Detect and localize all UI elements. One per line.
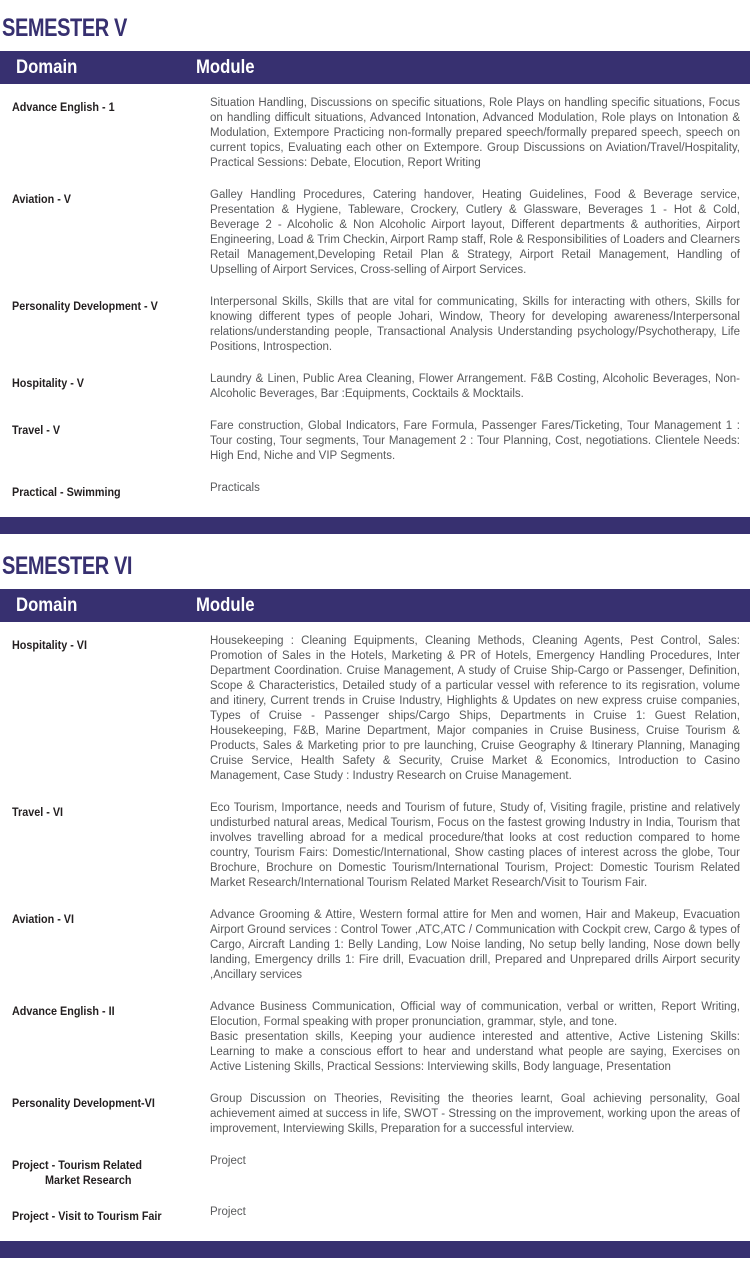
module-text-para1: Advance Business Communication, Official way of communication, verbal or written, Report Writing, Elocution, Formal speaking with proper pronunciation, grammar, style, and tone. — [210, 1001, 740, 1028]
table-row — [0, 634, 750, 784]
semester-vi-title: SEMESTER VI — [2, 552, 133, 580]
semester-v-section — [0, 14, 750, 534]
table-row — [0, 1000, 750, 1075]
table-row — [0, 1154, 750, 1188]
domain-column-header: Domain — [16, 56, 78, 78]
domain-label: Practical - Swimming — [12, 485, 121, 499]
module-text — [210, 1000, 750, 1075]
domain-label: Hospitality - VI — [12, 638, 88, 652]
bottom-bar — [0, 1241, 750, 1258]
table-row — [0, 419, 750, 464]
table-row — [0, 801, 750, 891]
module-text: Advance Grooming & Attire, Western formal attire for Men and women, Hair and Makeup, Evacuation Airport Ground services : Control Tower ,ATC,ATC / Communication with Cockpit crew, Cargo & types of Cargo, Aircraft Landing 1: Belly Landing, Low Noise landing, No setup belly landing, Nose down belly landing, Emergency drills 1: Fire drill, Evacuation drill, Prepared and Unprepared drills Airport security ,Ancillary services — [210, 909, 740, 981]
table-row — [0, 908, 750, 983]
domain-label: Personality Development-VI — [12, 1096, 155, 1110]
module-text: Housekeeping : Cleaning Equipments, Cleaning Methods, Cleaning Agents, Pest Control, Sales: Promotion of Sales in the Hotels, Marketing & PR of Hotels, Emergency Handling Procedures, Inter Department Coordination. Cruise Management, A study of Cruise Ship-Cargo or Passenger, Definition, Scope & Characteristics, Detailed study of a particular vessel with reference to its regisration, volume and itinery, Current trends in Cruise Industry, Highlights & Updates on new express cruise companies, Types of Cruise - Passenger ships/Cargo Ships, Departments in Cruise 1: Guest Relation, Housekeeping, F&B, Marine Department, Major companies in Cruise Business, Cruise Tourism & Products, Sales & Marketing prior to pre launching, Cruise Geography & Itinerary Planning, Managing Cruise Service, Health Safety & Security, Cruise Market & Economics, Introduction to Casino Management, Case Study : Industry Research on Cruise Management. — [210, 635, 740, 782]
table-row — [0, 372, 750, 402]
semester-v-title: SEMESTER V — [2, 14, 127, 42]
domain-label-line2: Market Research — [45, 1173, 132, 1187]
module-text-para2: Basic presentation skills, Keeping your audience interested and attentive, Active Listening Skills: Learning to make a conscious effort to hear and understand what people are saying, Exercises on Active Listening Skills, Practical Sessions: Interviewing skills, Body language, Presentation — [210, 1031, 740, 1073]
semester-vi-section — [0, 552, 750, 1258]
domain-label — [0, 1154, 210, 1188]
domain-label: Hospitality - V — [12, 376, 85, 390]
semester-v-table-header — [0, 51, 750, 84]
module-text: Project — [210, 1155, 246, 1167]
module-text: Fare construction, Global Indicators, Fare Formula, Passenger Fares/Ticketing, Tour Management 1 : Tour costing, Tour segments, Tour Management 2 : Tour Planning, Cost, negotiations. Clientele Needs: High End, Niche and VIP Segments. — [210, 420, 740, 462]
domain-label: Travel - V — [12, 423, 61, 437]
domain-label: Personality Development - V — [12, 299, 158, 313]
table-row — [0, 188, 750, 278]
module-text: Practicals — [210, 482, 260, 494]
module-column-header: Module — [196, 594, 255, 616]
table-row — [0, 96, 750, 171]
module-text: Interpersonal Skills, Skills that are vital for communicating, Skills for interacting with others, Skills for knowing different types of people Johari, Window, Theory for developing awareness/Interpersonal relations/understanding people, Transactional Analysis Understanding psychology/Psychotherapy, Life Positions, Introspection. — [210, 296, 740, 353]
domain-label: Advance English - 1 — [12, 100, 115, 114]
table-row — [0, 1092, 750, 1137]
domain-label: Aviation - VI — [12, 912, 75, 926]
table-row — [0, 1205, 750, 1224]
section-divider-bar — [0, 517, 750, 534]
domain-column-header: Domain — [16, 594, 78, 616]
domain-label: Aviation - V — [12, 192, 72, 206]
domain-label-line1: Project - Tourism Related — [12, 1158, 143, 1172]
table-row — [0, 481, 750, 500]
module-text: Situation Handling, Discussions on specific situations, Role Plays on handling specific situations, Focus on handling difficult situations, Advanced Intonation, Advanced Modulation, Role plays on Intonation & Modulation, Extempore Practicing non-formally prepared speech/formally prepared speech, speech on current topics, Evaluating each other on Extempore. Group Discussions on Aviation/Travel/Hospitality, Practical Sessions: Debate, Elocution, Report Writing — [210, 97, 740, 169]
module-text: Laundry & Linen, Public Area Cleaning, Flower Arrangement. F&B Costing, Alcoholic Beverages, Non-Alcoholic Beverages, Bar :Equipments, Cocktails & Mocktails. — [210, 373, 740, 400]
module-text: Group Discussion on Theories, Revisiting the theories learnt, Goal achieving personality, Goal achievement aimed at success in life, SWOT - Stressing on the improvement, working upon the areas of improvement, Interviewing Skills, Preparation for a successful interview. — [210, 1093, 740, 1135]
semester-vi-table-header — [0, 589, 750, 622]
module-column-header: Module — [196, 56, 255, 78]
table-row — [0, 295, 750, 355]
domain-label: Project - Visit to Tourism Fair — [12, 1209, 162, 1223]
module-text: Project — [210, 1206, 246, 1218]
domain-label: Advance English - II — [12, 1004, 115, 1018]
domain-label: Travel - VI — [12, 805, 64, 819]
section-gap — [0, 534, 750, 548]
module-text: Eco Tourism, Importance, needs and Tourism of future, Study of, Visiting fragile, pristine and relatively undisturbed natural areas, Medical Tourism, Focus on the fastest growing Industry in India, Tourism that involves travelling abroad for a medical procedure/that looks at cost reduction compared to home country, Tourism Fairs: Domestic/International, Show casting places of interest across the globe, Tour Brochure, Brochure on Domestic Tourism/International Tourism, Project: Domestic Tourism Related Market Research/International Tourism Related Market Research/Visit to Tourism Fair. — [210, 802, 740, 889]
module-text: Galley Handling Procedures, Catering handover, Heating Guidelines, Food & Beverage service, Presentation & Hygiene, Tableware, Crockery, Cutlery & Glassware, Beverages 1 - Hot & Cold, Beverage 2 - Alcoholic & Non Alcoholic Airport layout, Different departments & authorities, Airport Engineering, Load & Trim Checkin, Airport Ramp staff, Role & Responsibilities of Loaders and Clearners Retail Management,Developing Retail Plan & Strategy, Airport Retail Management, Handling of Upselling of Airport Services, Cross-selling of Airport Services. — [210, 189, 740, 276]
